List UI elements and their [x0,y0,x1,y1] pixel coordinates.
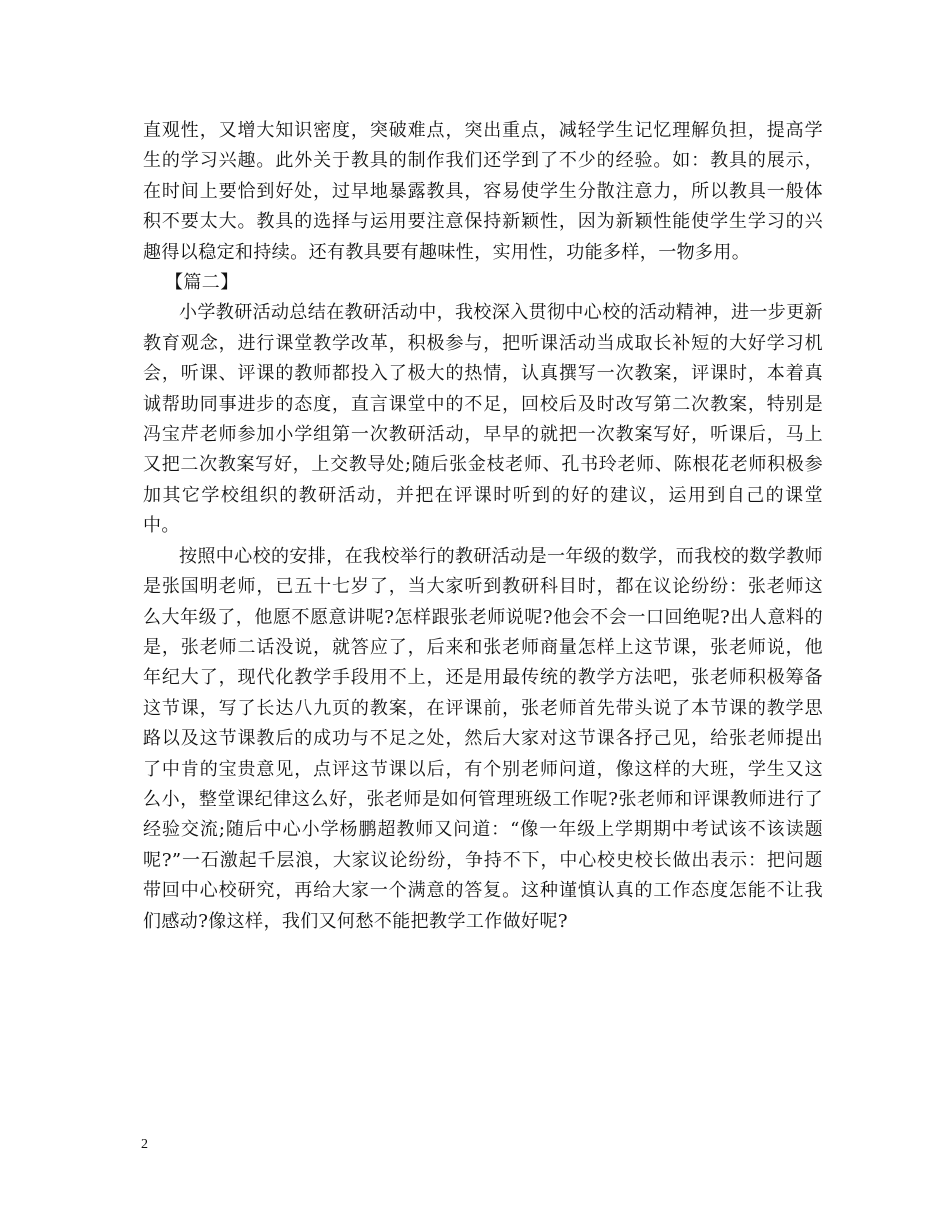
section-heading: 【篇二】 [165,272,239,294]
paragraph-arrangement: 按照中心校的安排，在我校举行的教研活动是一年级的数学，而我校的数学教师是张国明老师，已五十七岁了，当大家听到教研科目时，都在议论纷纷：张老师这么大年级了，他愿不愿意讲呢?怎样跟张老师说呢?他会不会一口回绝呢?出人意料的是，张老师二话没说，就答应了，后来和张老师商量怎样上这节课，张老师说，他年纪大了，现代化教学手段用不上，还是用最传统的教学方法吧，张老师积极筹备这节课，写了长达八九页的教案，在评课前，张老师首先带头说了本节课的教学思路以及这节课教后的成功与不足之处，然后大家对这节课各抒己见，给张老师提出了中肯的宝贵意见，点评这节课以后，有个别老师问道，像这样的大班，学生又这么小，整堂课纪律这么好，张老师是如何管理班级工作呢?张老师和评课教师进行了经验交流;随后中心小学杨鹏超教师又问道：“像一年级上学期期中考试该不该读题呢?”一石激起千层浪，大家议论纷纷，争持不下，中心校史校长做出表示：把问题带回中心校研究，再给大家一个满意的答复。这种谨慎认真的工作态度怎能不让我们感动?像这样，我们又何愁不能把教学工作做好呢? [143,545,823,932]
paragraph-continuation: 直观性，又增大知识密度，突破难点，突出重点，减轻学生记忆理解负担，提高学生的学习兴趣。此外关于教具的制作我们还学到了不少的经验。如：教具的展示，在时间上要恰到好处，过早地暴露教具，容易使学生分散注意力，所以教具一般体积不要太大。教具的选择与运用要注意保持新颖性，因为新颖性能使学生学习的兴趣得以稳定和持续。还有教具要有趣味性，实用性，功能多样，一物多用。 [143,120,823,263]
document-body [143,116,823,937]
paragraph-summary: 小学教研活动总结在教研活动中，我校深入贯彻中心校的活动精神，进一步更新教育观念，进行课堂教学改革，积极参与，把听课活动当成取长补短的大好学习机会，听课、评课的教师都投入了极大的热情，认真撰写一次教案，评课时，本着真诚帮助同事进步的态度，直言课堂中的不足，回校后及时改写第二次教案，特别是冯宝芹老师参加小学组第一次教研活动，早早的就把一次教案写好，听课后，马上又把二次教案写好，上交教导处;随后张金枝老师、孔书玲老师、陈根花老师积极参加其它学校组织的教研活动，并把在评课时听到的好的建议，运用到自己的课堂中。 [143,302,823,537]
page-number: 2 [141,1137,148,1152]
